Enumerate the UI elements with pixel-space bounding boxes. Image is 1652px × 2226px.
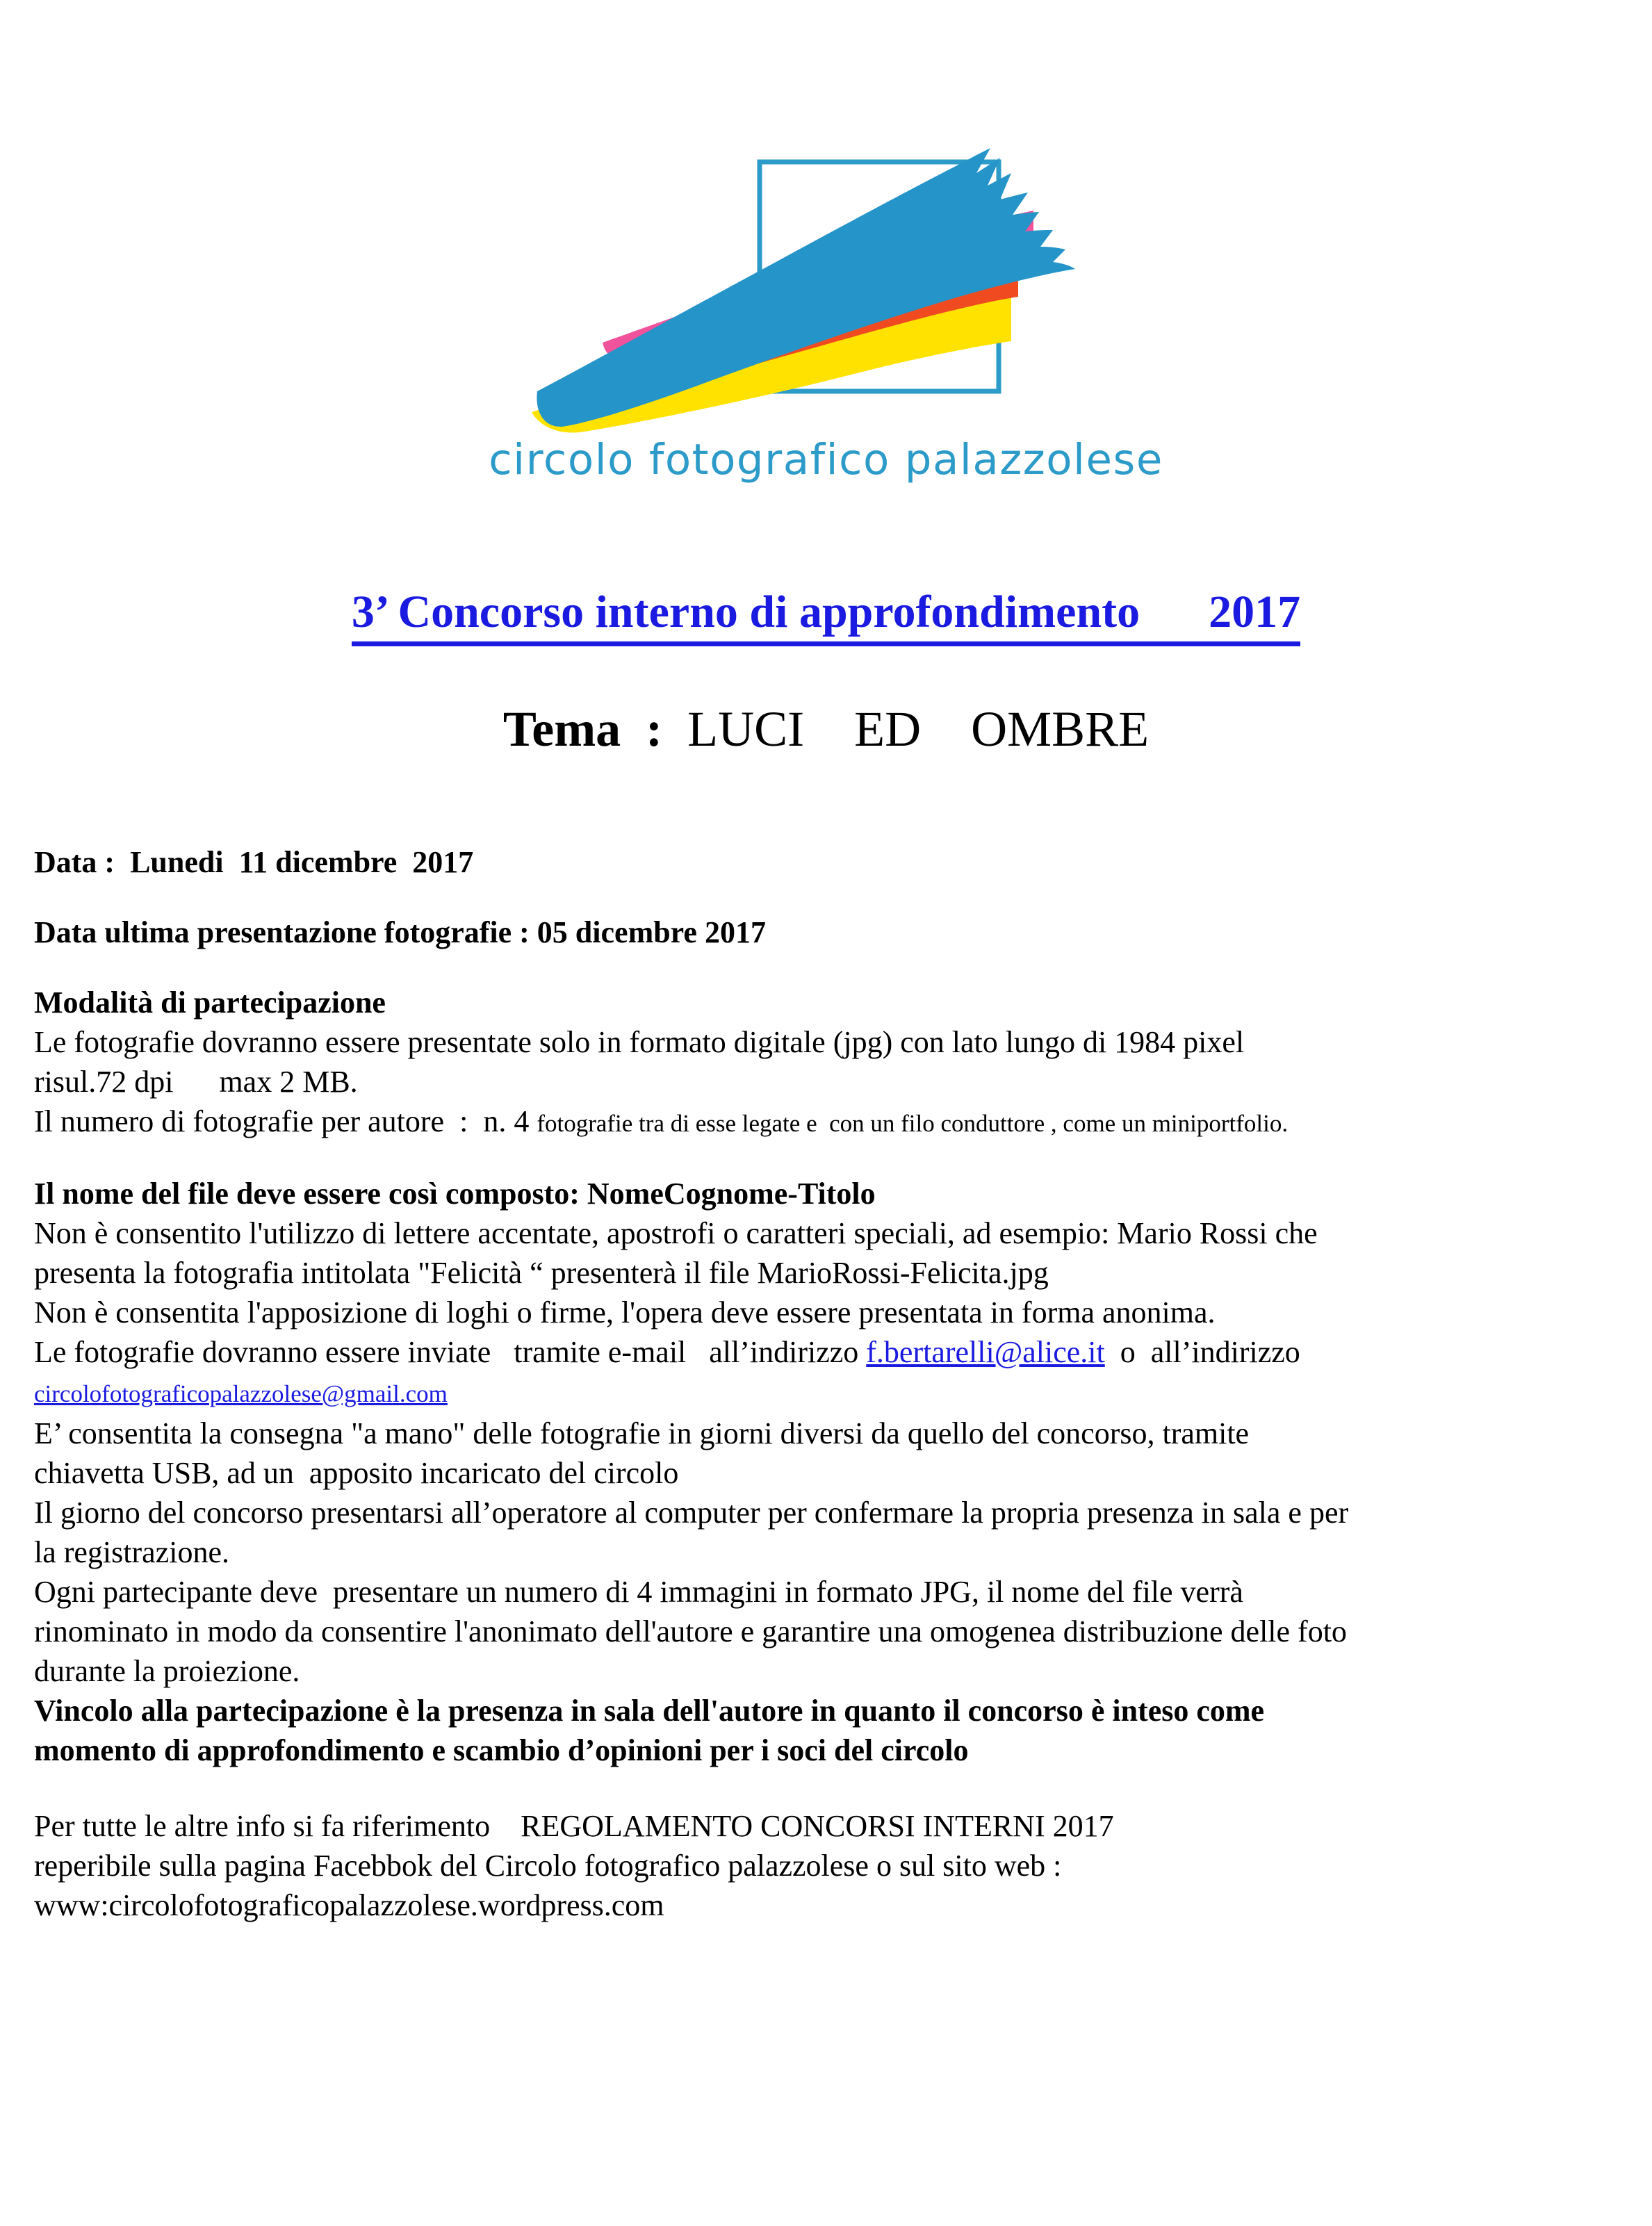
logo-artwork-icon: [521, 122, 1132, 441]
participation-heading: Modalità di partecipazione: [34, 985, 386, 1020]
page-title: [0, 589, 1652, 635]
website-line: www:circolofotograficopalazzolese.wordpress.com: [34, 1888, 664, 1922]
theme-line: [0, 701, 1652, 757]
filename-heading: Il nome del file deve essere così composto: NomeCognome-Titolo: [34, 1177, 876, 1211]
email-instruction-mid: o all’indirizzo: [1104, 1335, 1300, 1369]
participant-rules-line-1: Ogni partecipante deve presentare un numero di 4 immagini in formato JPG, il nome del file verrà: [34, 1575, 1243, 1609]
theme-label: Tema :: [502, 701, 688, 757]
participant-rules-line-3: durante la proiezione.: [34, 1654, 300, 1688]
email-link-gmail[interactable]: circolofotograficopalazzolese@gmail.com: [34, 1380, 448, 1407]
theme-value: LUCI ED OMBRE: [687, 701, 1150, 757]
filename-rule-line-2: presenta la fotografia intitolata "Felicità “ presenterà il file MarioRossi-Felicita.jpg: [34, 1256, 1049, 1290]
spacer: [34, 952, 1541, 983]
club-logo: [0, 122, 1652, 484]
contest-day-line-1: Il giorno del concorso presentarsi all’operatore al computer per confermare la propria presenza in sala e per: [34, 1496, 1349, 1530]
submission-deadline-line: Data ultima presentazione fotografie : 05 dicembre 2017: [34, 915, 766, 949]
event-date-line: Data : Lunedi 11 dicembre 2017: [34, 845, 474, 879]
logo-wordmark: circolo fotografico palazzolese: [489, 435, 1163, 484]
participation-format-line-1: Le fotografie dovranno essere presentate solo in formato digitale (jpg) con lato lungo di 1984 pixel: [34, 1025, 1245, 1059]
hand-delivery-line-2: chiavetta USB, ad un apposito incaricato del circolo: [34, 1456, 679, 1490]
photo-count-line: [34, 1102, 1541, 1143]
participation-format-line-2: risul.72 dpi max 2 MB.: [34, 1065, 358, 1099]
email-secondary-line: [34, 1372, 1541, 1414]
spacer: [34, 882, 1541, 913]
hand-delivery-line-1: E’ consentita la consegna "a mano" delle fotografie in giorni diversi da quello del concorso, tramite: [34, 1416, 1250, 1450]
email-link-bertarelli[interactable]: f.bertarelli@alice.it: [866, 1335, 1105, 1369]
more-info-line-1: Per tutte le altre info si fa riferimento REGOLAMENTO CONCORSI INTERNI 2017: [34, 1809, 1114, 1843]
participant-rules-line-2: rinominato in modo da consentire l'anonimato dell'autore e garantire una omogenea distribuzione delle foto: [34, 1614, 1347, 1648]
contest-day-line-2: la registrazione.: [34, 1535, 229, 1569]
photo-count-note: fotografie tra di esse legate e con un filo conduttore , come un miniportfolio.: [537, 1110, 1289, 1137]
page-title-text: 3’ Concorso interno di approfondimento 2017: [352, 587, 1300, 646]
document-body: [34, 842, 1541, 1925]
attendance-requirement-line-1: Vincolo alla partecipazione è la presenza in sala dell'autore in quanto il concorso è inteso come: [34, 1694, 1265, 1728]
attendance-requirement-line-2: momento di approfondimento e scambio d’opinioni per i soci del circolo: [34, 1733, 969, 1767]
anonymity-line: Non è consentita l'apposizione di loghi o firme, l'opera deve essere presentata in forma anonima.: [34, 1295, 1216, 1329]
spacer: [34, 1770, 1541, 1806]
email-instruction-text: Le fotografie dovranno essere inviate tramite e-mail all’indirizzo: [34, 1335, 867, 1369]
photo-count-main: Il numero di fotografie per autore : n. 4: [34, 1104, 537, 1138]
filename-rule-line-1: Non è consentito l'utilizzo di lettere accentate, apostrofi o caratteri speciali, ad esempio: Mario Rossi che: [34, 1216, 1318, 1250]
email-instruction-line: [34, 1332, 1541, 1372]
more-info-line-2: reperibile sulla pagina Facebbok del Circolo fotografico palazzolese o sul sito web :: [34, 1849, 1062, 1883]
spacer: [34, 1143, 1541, 1174]
